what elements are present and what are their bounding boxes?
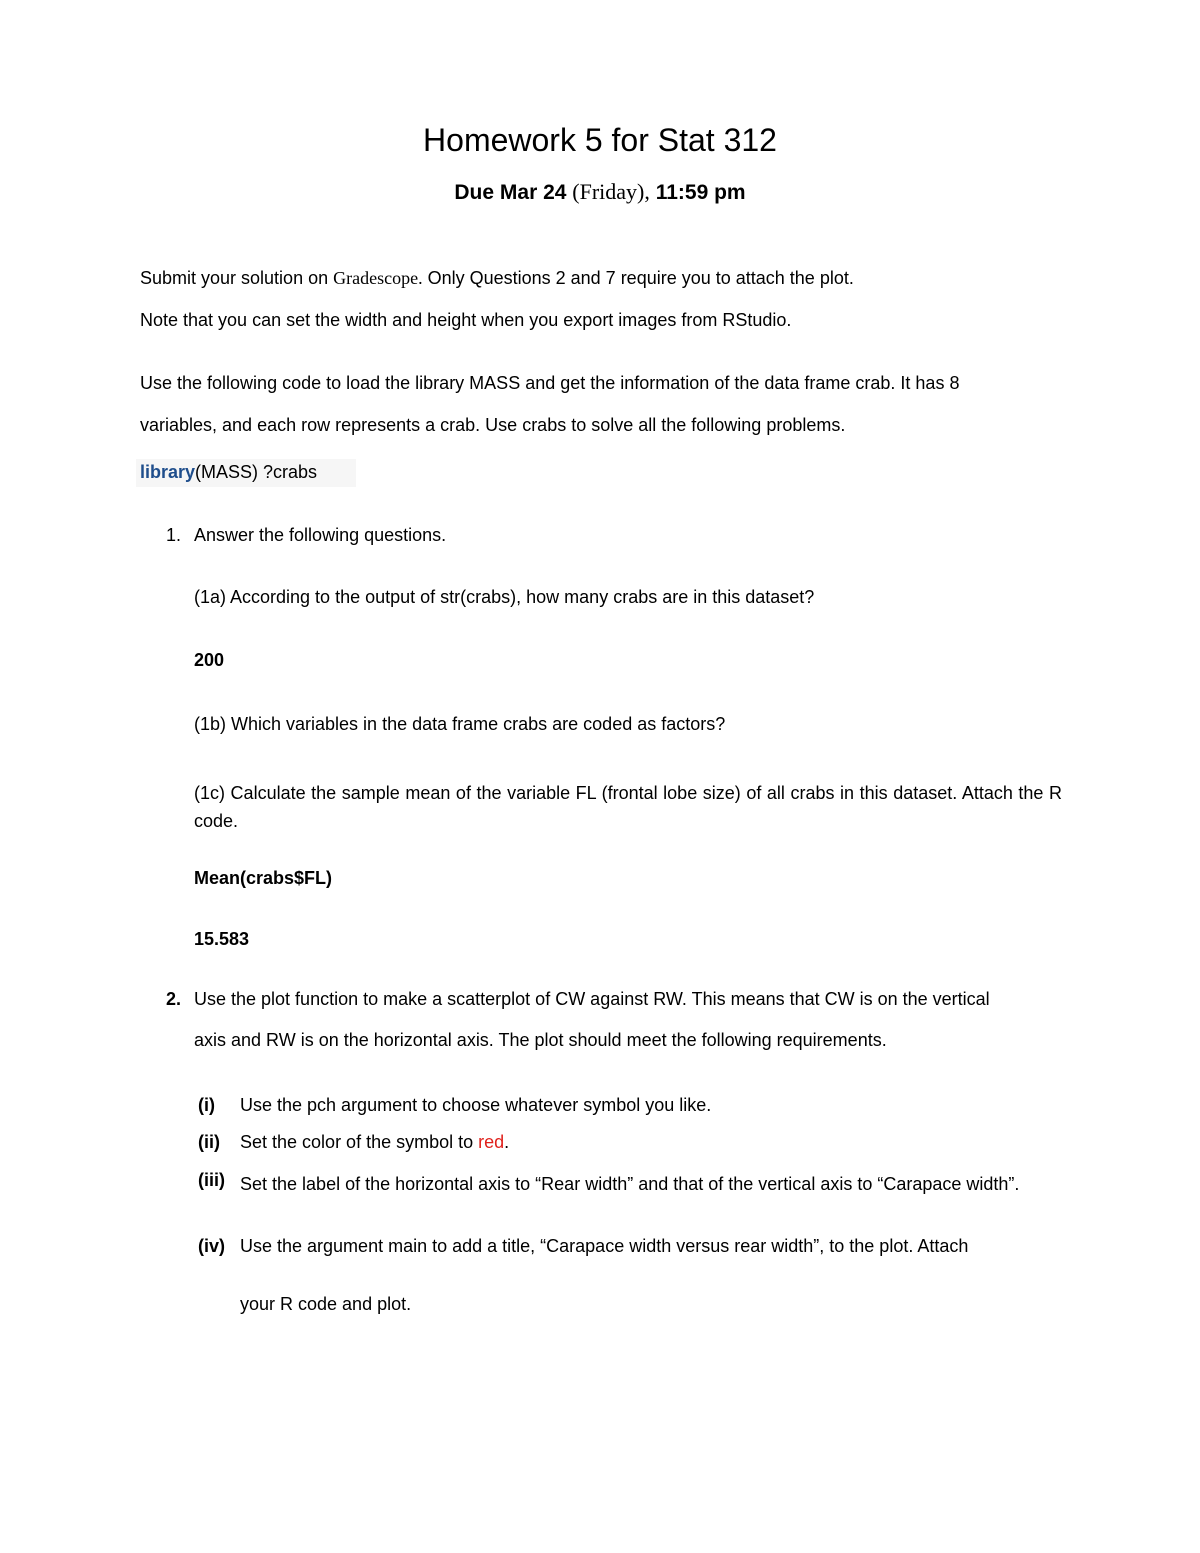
red-word: red	[478, 1132, 505, 1152]
q2-item-iv-text: Use the argument main to add a title, “Carapace width versus rear width”, to the plot. Attach	[240, 1236, 969, 1256]
q1a-question: (1a) According to the output of str(crabs), how many crabs are in this dataset?	[194, 587, 815, 607]
submit-suffix: Only Questions 2 and 7 require you to attach the plot.	[422, 268, 854, 288]
due-weekday: (Friday),	[572, 179, 650, 204]
code-snippet	[140, 462, 317, 483]
q2-item-ii-pre: Set the color of the symbol to	[240, 1132, 479, 1152]
q1-text: Answer the following questions.	[194, 525, 447, 545]
q2-item-iv-text-cont: your R code and plot.	[240, 1294, 412, 1314]
code-keyword: library	[140, 462, 196, 482]
q2-item-ii-label: (ii)	[198, 1132, 220, 1152]
q2-item-ii-text	[240, 1132, 509, 1153]
intro-line-1: Use the following code to load the library MASS and get the information of the data frame crab. It has 8	[140, 373, 960, 393]
q1-number: 1.	[166, 525, 182, 545]
q2-item-ii-post: .	[504, 1132, 510, 1152]
document-title: Homework 5 for Stat 312	[423, 122, 777, 158]
q2-item-iii-label: (iii)	[198, 1170, 225, 1190]
q1c-code: Mean(crabs$FL)	[194, 868, 333, 888]
due-date	[0, 179, 1200, 205]
q2-item-iii-text: Set the label of the horizontal axis to “Rear width” and that of the vertical axis to “Carapace width”.	[240, 1174, 1020, 1194]
q2-item-i-label: (i)	[198, 1095, 215, 1115]
q1c-question: (1c) Calculate the sample mean of the variable FL (frontal lobe size) of all crabs in this dataset. Attach the R code.	[194, 783, 1062, 831]
intro-line-2: variables, and each row represents a crab. Use crabs to solve all the following problems.	[140, 415, 846, 435]
q1a-answer: 200	[194, 650, 225, 670]
due-prefix: Due Mar 24	[454, 181, 573, 204]
q2-item-i-text: Use the pch argument to choose whatever symbol you like.	[240, 1095, 712, 1115]
q2-line-2: axis and RW is on the horizontal axis. The plot should meet the following requirements.	[194, 1030, 887, 1050]
q2-line-1: Use the plot function to make a scatterplot of CW against RW. This means that CW is on the vertical	[194, 989, 990, 1009]
due-time: 11:59 pm	[649, 181, 746, 204]
gradescope-word: Gradescope.	[333, 268, 423, 288]
q2-number: 2.	[166, 989, 182, 1009]
code-rest: (MASS) ?crabs	[195, 462, 318, 482]
export-note: Note that you can set the width and height when you export images from RStudio.	[140, 310, 792, 330]
q1b-question: (1b) Which variables in the data frame crabs are coded as factors?	[194, 714, 726, 734]
submit-instruction	[140, 268, 854, 289]
submit-prefix: Submit your solution on	[140, 268, 334, 288]
q1c-answer: 15.583	[194, 929, 250, 949]
q2-item-iv-label: (iv)	[198, 1236, 225, 1256]
